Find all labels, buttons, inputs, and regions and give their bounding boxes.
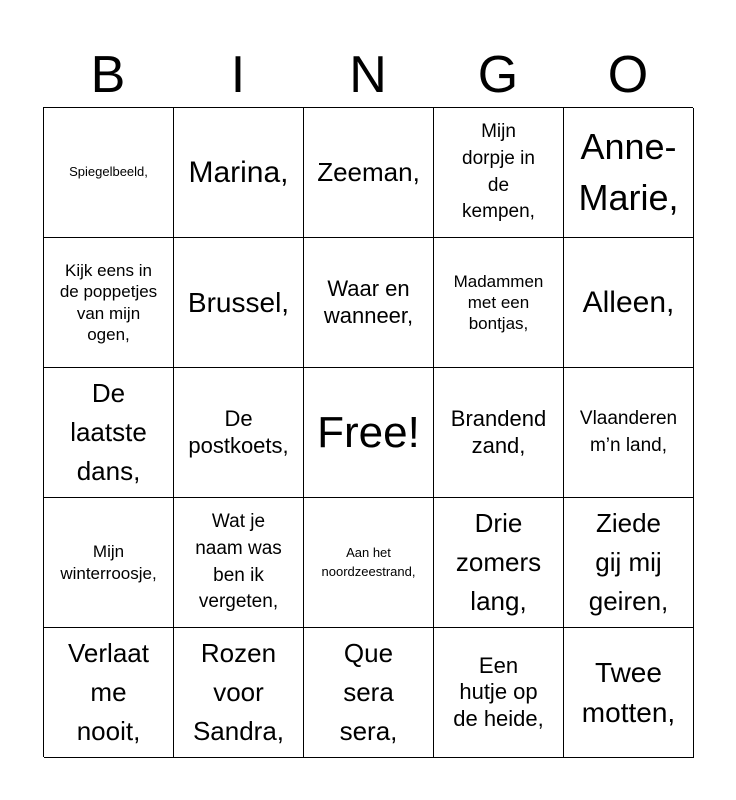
bingo-cell[interactable] [434, 108, 564, 238]
cell-text: Anne- Marie, [578, 126, 679, 218]
cell-text: Spiegelbeeld, [69, 164, 148, 180]
bingo-cell[interactable] [44, 368, 174, 498]
free-cell-text: Free! [317, 407, 420, 457]
cell-text: Mijn winterroosje, [60, 542, 157, 583]
bingo-cell[interactable] [434, 238, 564, 368]
cell-text: Drie zomers lang, [455, 508, 542, 616]
free-cell[interactable] [304, 368, 434, 498]
bingo-cell[interactable] [44, 498, 174, 628]
cell-text: Een hutje op de heide, [453, 652, 544, 731]
cell-text: Mijn dorpje in de kempen, [462, 121, 535, 223]
bingo-cell[interactable] [564, 108, 694, 238]
cell-text: Marina, [188, 156, 289, 189]
cell-text: Kijk eens in de poppetjes van mijn ogen, [59, 261, 158, 344]
cell-text: Madammen met een bontjas, [453, 271, 544, 334]
header-letter-i: I [230, 46, 246, 104]
header-letter-b: B [90, 46, 126, 104]
bingo-cell[interactable] [44, 628, 174, 758]
bingo-cell[interactable] [44, 108, 174, 238]
bingo-cell[interactable] [304, 108, 434, 238]
bingo-cell[interactable] [564, 498, 694, 628]
bingo-cell[interactable] [434, 628, 564, 758]
cell-text: Zeeman, [317, 157, 420, 187]
bingo-cell[interactable] [564, 368, 694, 498]
header-letter-n: N [349, 46, 387, 104]
bingo-cell[interactable] [174, 238, 304, 368]
bingo-header [43, 44, 693, 106]
cell-text: De postkoets, [188, 406, 289, 458]
bingo-cell[interactable] [434, 498, 564, 628]
cell-text: Que sera sera, [339, 638, 398, 746]
bingo-cell[interactable] [304, 238, 434, 368]
bingo-cell[interactable] [564, 238, 694, 368]
bingo-cell[interactable] [174, 108, 304, 238]
bingo-cell[interactable] [174, 368, 304, 498]
bingo-cell[interactable] [174, 628, 304, 758]
bingo-cell[interactable] [434, 368, 564, 498]
bingo-cell[interactable] [304, 628, 434, 758]
header-letter-g: G [477, 46, 519, 104]
cell-text: Wat je naam was ben ik vergeten, [195, 511, 282, 613]
cell-text: Verlaat me nooit, [68, 638, 149, 746]
cell-text: Waar en wanneer, [323, 276, 414, 328]
cell-text: Ziede gij mij geiren, [588, 508, 669, 616]
bingo-cell[interactable] [44, 238, 174, 368]
cell-text: Rozen voor Sandra, [192, 638, 285, 746]
cell-text: Twee motten, [581, 657, 676, 728]
bingo-board [43, 107, 693, 757]
cell-text: De laatste dans, [70, 378, 147, 486]
bingo-cell[interactable] [304, 498, 434, 628]
cell-text: Brandend zand, [450, 406, 547, 458]
cell-text: Vlaanderen m’n land, [579, 407, 678, 456]
header-letter-o: O [607, 46, 649, 104]
cell-text: Brussel, [187, 286, 290, 318]
bingo-cell[interactable] [174, 498, 304, 628]
cell-text: Aan het noordzeestrand, [321, 545, 416, 579]
bingo-cell[interactable] [564, 628, 694, 758]
cell-text: Alleen, [582, 286, 675, 319]
